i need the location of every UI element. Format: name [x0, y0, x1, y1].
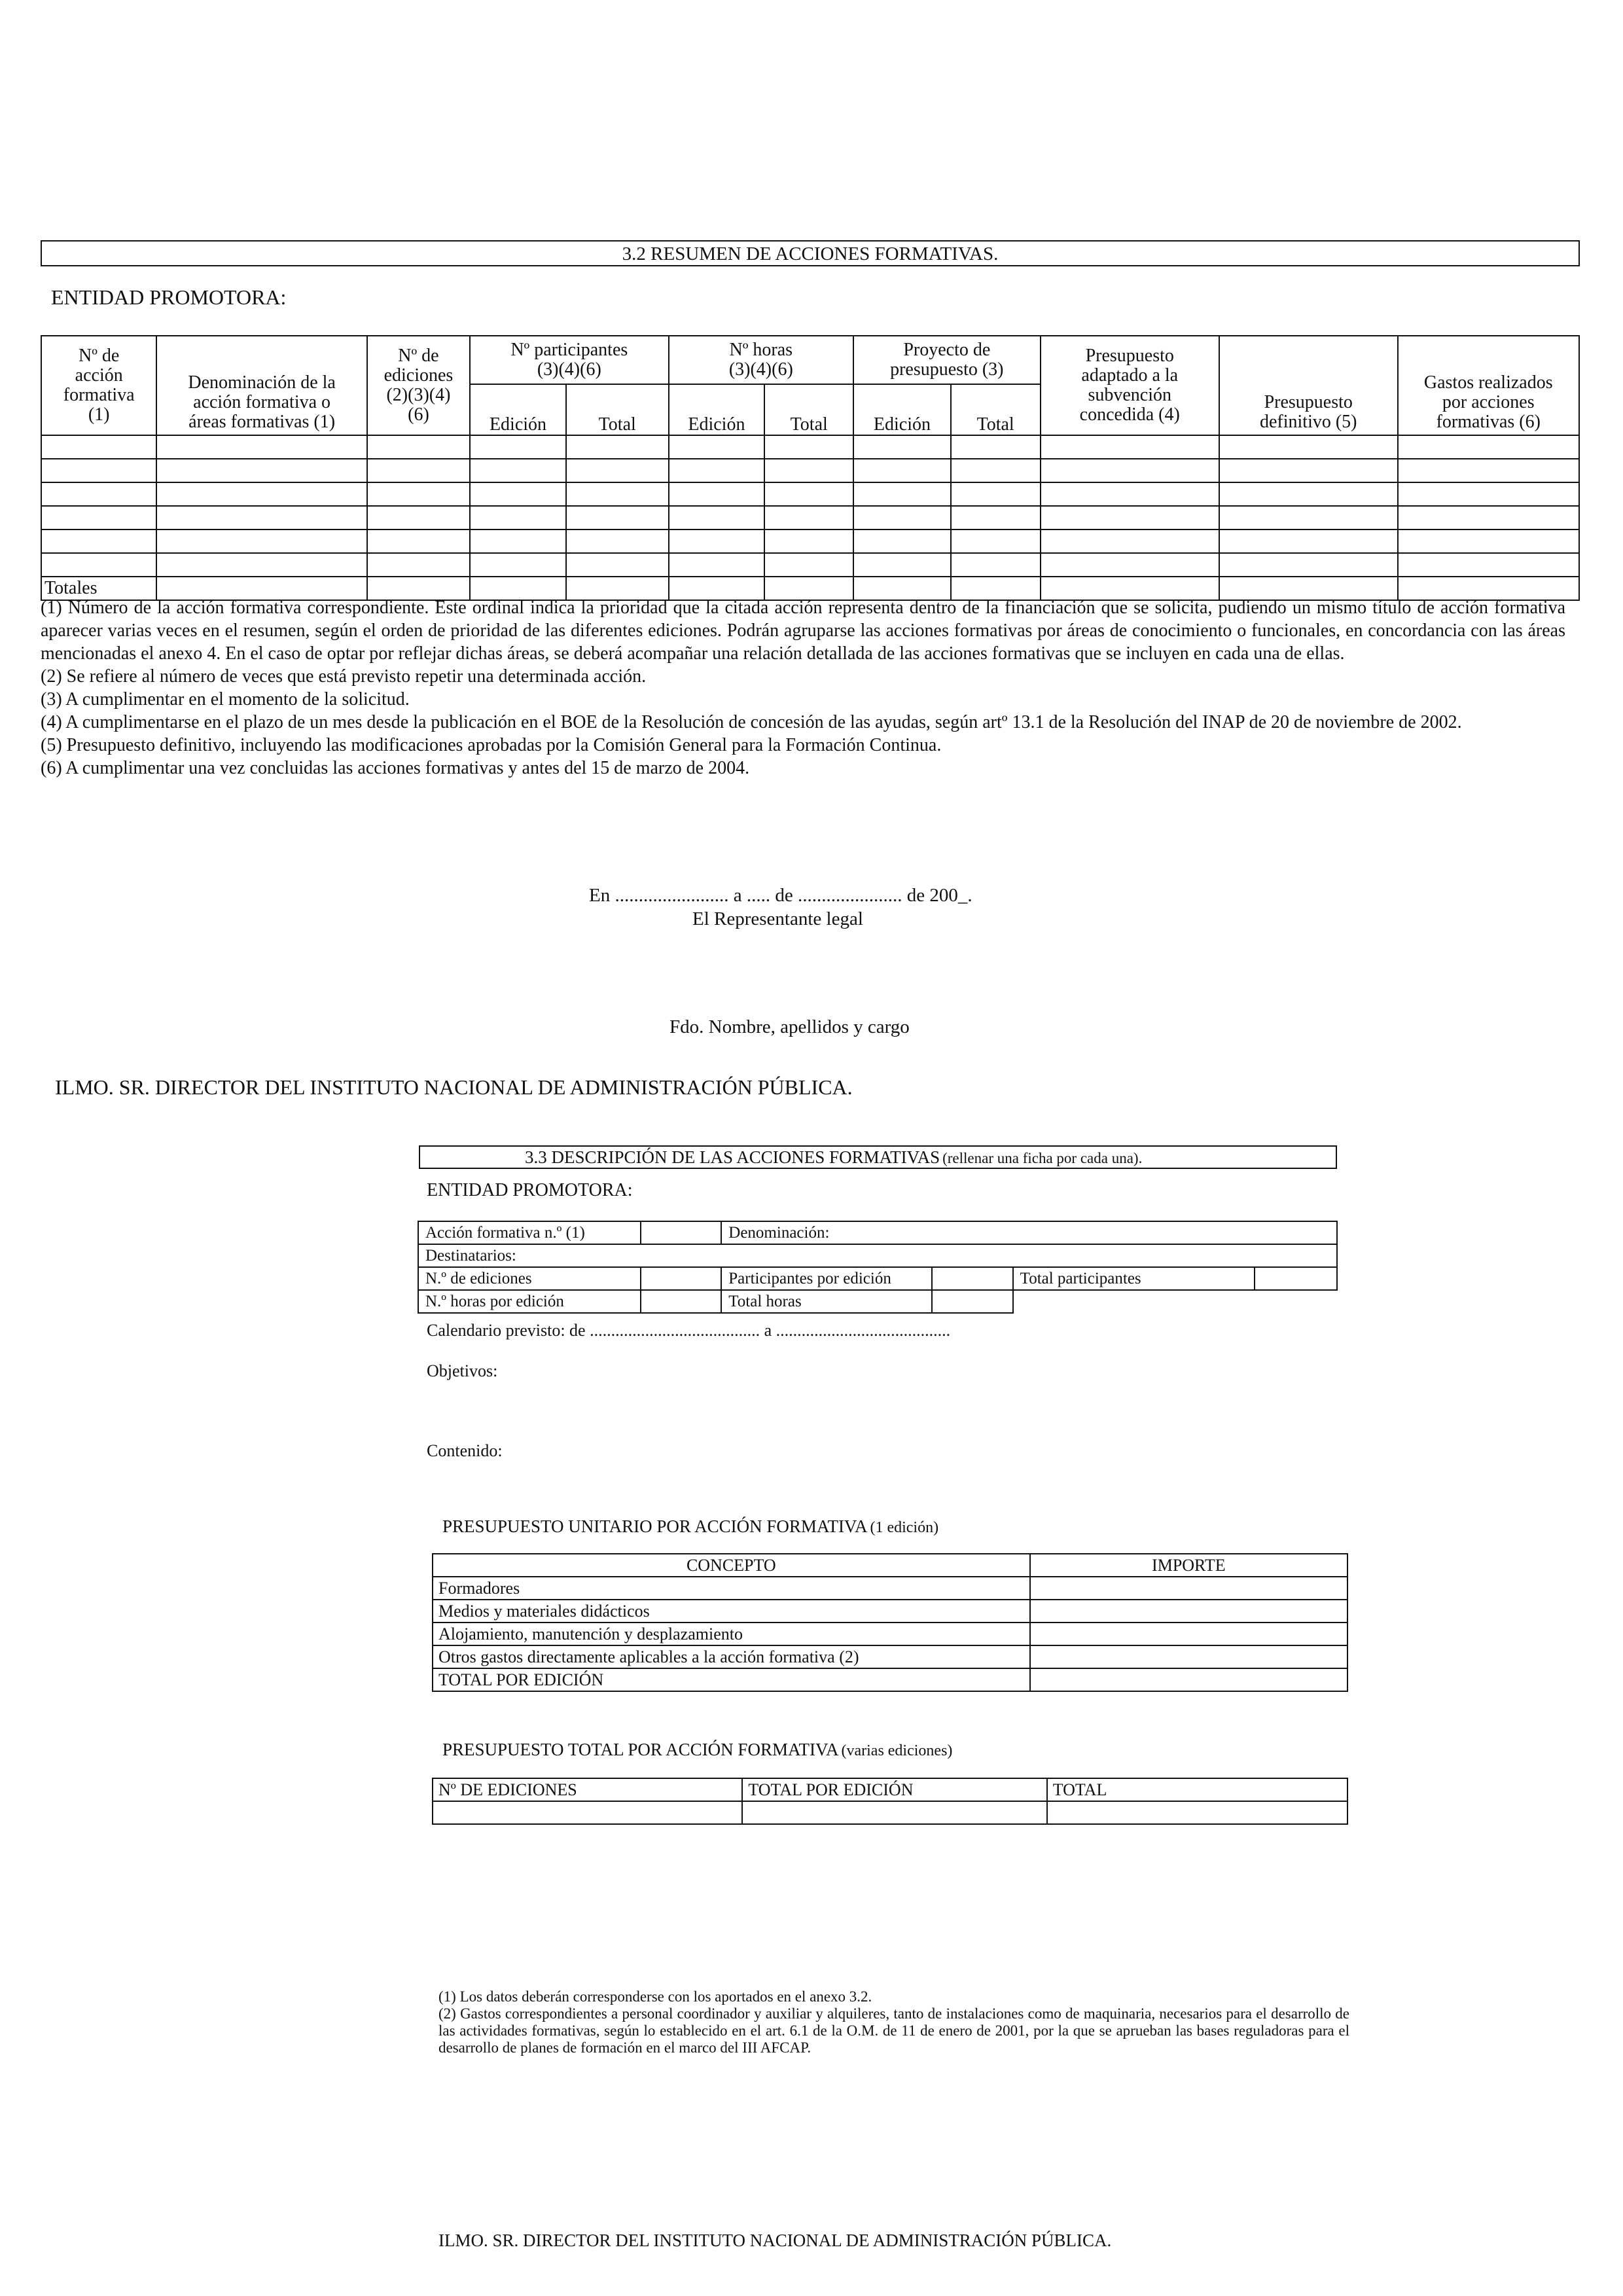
- unitario-row: TOTAL POR EDICIÓN: [433, 1668, 1030, 1691]
- footnote: (3) A cumplimentar en el momento de la solicitud.: [41, 689, 410, 709]
- ficha-denominacion-label: Denominación:: [721, 1221, 1337, 1244]
- total-edicion-header: TOTAL POR EDICIÓN: [742, 1778, 1046, 1801]
- contenido-label: Contenido:: [427, 1441, 503, 1460]
- unitario-title: PRESUPUESTO UNITARIO POR ACCIÓN FORMATIVA (1 edición): [442, 1516, 939, 1536]
- header-edicion-horas: Edición: [669, 384, 765, 435]
- header-edicion-proyecto: Edición: [853, 384, 951, 435]
- unitario-row: Otros gastos directamente aplicables a la acción formativa (2): [433, 1645, 1030, 1668]
- header-num-ediciones: Nº de ediciones (2)(3)(4) (6): [367, 336, 470, 435]
- ficha-horas-edicion-label: N.º horas por edición: [418, 1290, 641, 1313]
- header-edicion-participantes: Edición: [470, 384, 566, 435]
- importe-header: IMPORTE: [1030, 1554, 1347, 1577]
- importe-cell[interactable]: [1030, 1668, 1347, 1691]
- ficha-total-horas-value[interactable]: [932, 1290, 1013, 1313]
- ficha-ediciones-label: N.º de ediciones: [418, 1267, 641, 1290]
- entidad-label: ENTIDAD PROMOTORA:: [51, 285, 287, 309]
- ficha-participantes-edicion-value[interactable]: [932, 1267, 1013, 1290]
- ficha-horas-edicion-value[interactable]: [641, 1290, 722, 1313]
- header-total-proyecto: Total: [951, 384, 1041, 435]
- ficha-total-participantes-value[interactable]: [1255, 1267, 1337, 1290]
- header-participantes: Nº participantes (3)(4)(6): [470, 336, 668, 384]
- footnote: (2) Se refiere al número de veces que está previsto repetir una determinada acción.: [41, 666, 647, 687]
- objetivos-label: Objetivos:: [427, 1361, 498, 1380]
- section-title: 3.2 RESUMEN DE ACCIONES FORMATIVAS.: [622, 243, 999, 264]
- signature-line: En ........................ a ..... de ...................... de 200_.: [589, 885, 972, 906]
- header-presupuesto-adaptado: Presupuesto adaptado a la subvención concedida (4): [1041, 336, 1219, 435]
- table-row: [41, 435, 1579, 459]
- section-title: 3.3 DESCRIPCIÓN DE LAS ACCIONES FORMATIVAS: [525, 1147, 940, 1167]
- addressee: ILMO. SR. DIRECTOR DEL INSTITUTO NACIONAL DE ADMINISTRACIÓN PÚBLICA.: [55, 1075, 853, 1099]
- footnote: (5) Presupuesto definitivo, incluyendo las modificaciones aprobadas por la Comisión General para la Formación Continua.: [41, 735, 942, 755]
- ficha-accion-value[interactable]: [641, 1221, 722, 1244]
- concepto-header: CONCEPTO: [433, 1554, 1030, 1577]
- header-total-horas: Total: [764, 384, 853, 435]
- footnotes-32: [41, 596, 1565, 780]
- unitario-row: Alojamiento, manutención y desplazamiento: [433, 1623, 1030, 1645]
- header-num-accion: Nº de acción formativa (1): [41, 336, 156, 435]
- importe-cell[interactable]: [1030, 1645, 1347, 1668]
- footnote: (6) A cumplimentar una vez concluidas las acciones formativas y antes del 15 de marzo de 2004.: [41, 758, 750, 778]
- ficha-table: [418, 1221, 1338, 1314]
- header-denominacion: Denominación de la acción formativa o áreas formativas (1): [156, 336, 366, 435]
- presupuesto-unitario-table: [432, 1553, 1348, 1692]
- unitario-row: Formadores: [433, 1577, 1030, 1600]
- header-total-participantes: Total: [566, 384, 669, 435]
- importe-cell[interactable]: [1030, 1623, 1347, 1645]
- table-row: [41, 506, 1579, 529]
- header-presupuesto-definitivo: Presupuesto definitivo (5): [1219, 336, 1398, 435]
- header-horas: Nº horas (3)(4)(6): [669, 336, 854, 384]
- calendario-label: Calendario previsto: de ........................................ a .........................................: [427, 1321, 951, 1340]
- footnote: (4) A cumplimentarse en el plazo de un mes desde la publicación en el BOE de la Resolución de concesión de las ayudas, según artº 13.1 de la Resolución del INAP de 20 de noviembre de 2002.: [41, 712, 1462, 732]
- ficha-accion-label: Acción formativa n.º (1): [418, 1221, 641, 1244]
- ficha-total-horas-label: Total horas: [721, 1290, 932, 1313]
- importe-cell[interactable]: [1030, 1600, 1347, 1623]
- section-title-box: [41, 240, 1580, 266]
- total-value[interactable]: [1047, 1801, 1347, 1824]
- footnote: (1) Los datos deberán corresponderse con los aportados en el anexo 3.2.: [438, 1988, 872, 2005]
- table-row: [41, 459, 1579, 482]
- section-title-note: (rellenar una ficha por cada una).: [942, 1150, 1143, 1166]
- entidad-label: ENTIDAD PROMOTORA:: [427, 1180, 633, 1200]
- footnote: (1) Número de la acción formativa correspondiente. Este ordinal indica la prioridad que la citada acción representa dentro de la financiación que se solicita, pudiendo un mismo título de acción formativa aparecer varias veces en el resumen, según el orden de prioridad de las diferentes ediciones. Podrán agruparse las acciones formativas por áreas de conocimiento o funcionales, en concordancia con las áreas mencionadas el anexo 4. En el caso de optar por reflejar dichas áreas, se deberá acompañar una relación detallada de las acciones formativas que se incluyen en cada una de ellas.: [41, 598, 1565, 664]
- ediciones-value[interactable]: [433, 1801, 742, 1824]
- total-edicion-value[interactable]: [742, 1801, 1046, 1824]
- unitario-row: Medios y materiales didácticos: [433, 1600, 1030, 1623]
- ficha-participantes-edicion-label: Participantes por edición: [721, 1267, 932, 1290]
- ficha-total-participantes-label: Total participantes: [1013, 1267, 1255, 1290]
- ficha-ediciones-value[interactable]: [641, 1267, 722, 1290]
- addressee: ILMO. SR. DIRECTOR DEL INSTITUTO NACIONAL DE ADMINISTRACIÓN PÚBLICA.: [438, 2231, 1112, 2250]
- presupuesto-total-table: [432, 1778, 1348, 1825]
- totales-label: Totales: [41, 577, 156, 600]
- table-row: [41, 529, 1579, 553]
- section-title-box: [419, 1145, 1337, 1169]
- table-row: [41, 482, 1579, 506]
- ficha-destinatarios-label: Destinatarios:: [418, 1244, 1337, 1267]
- ediciones-header: Nº DE EDICIONES: [433, 1778, 742, 1801]
- fdo-label: Fdo. Nombre, apellidos y cargo: [669, 1016, 910, 1037]
- resumen-table: [41, 335, 1580, 601]
- header-gastos: Gastos realizados por acciones formativas (6): [1398, 336, 1579, 435]
- total-title: PRESUPUESTO TOTAL POR ACCIÓN FORMATIVA (varias ediciones): [442, 1740, 953, 1759]
- table-row: [41, 553, 1579, 577]
- representante-label: El Representante legal: [692, 908, 863, 929]
- total-header: TOTAL: [1047, 1778, 1347, 1801]
- footnotes-33: [438, 1988, 1349, 2056]
- footnote: (2) Gastos correspondientes a personal coordinador y auxiliar y alquileres, tanto de instalaciones como de maquinaria, necesarios para el desarrollo de las actividades formativas, según lo establecido en el art. 6.1 de la O.M. de 11 de enero de 2001, por la que se aprueban las bases reguladoras para el desarrollo de planes de formación en el marco del III AFCAP.: [438, 2005, 1349, 2056]
- header-proyecto: Proyecto de presupuesto (3): [853, 336, 1040, 384]
- importe-cell[interactable]: [1030, 1577, 1347, 1600]
